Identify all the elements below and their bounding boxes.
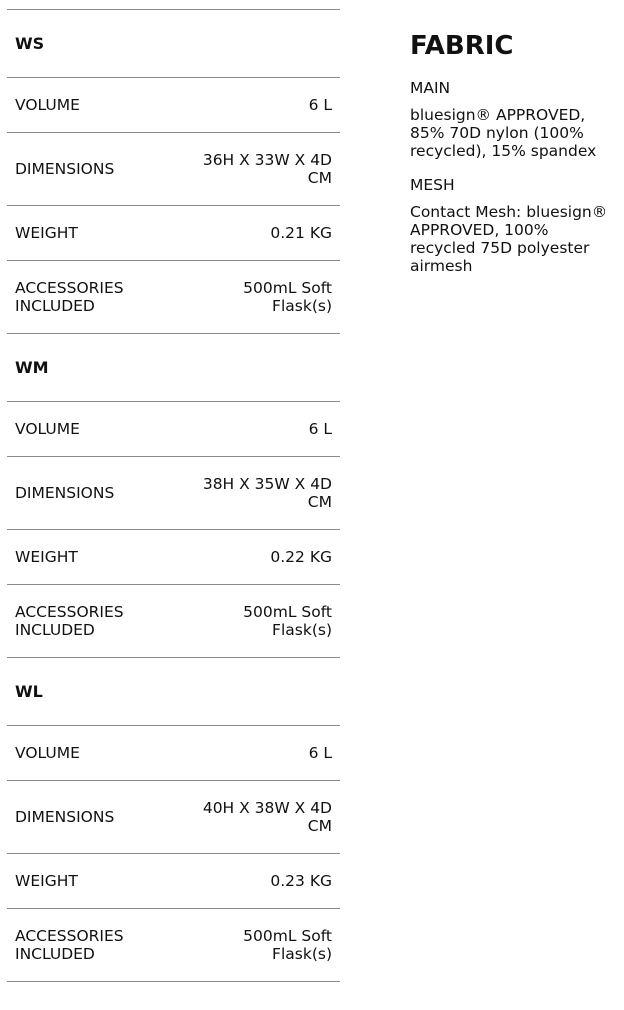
- spec-label: ACCESSORIES INCLUDED: [15, 927, 124, 963]
- spec-row-accessories: [7, 909, 340, 982]
- spec-value: 40H X 38W X 4D CM: [202, 799, 332, 835]
- spec-row-weight: [7, 530, 340, 585]
- fabric-panel: [410, 30, 610, 291]
- spec-value: 6 L: [308, 96, 332, 114]
- spec-value: 36H X 33W X 4D CM: [202, 151, 332, 187]
- spec-value: 38H X 35W X 4D CM: [202, 475, 332, 511]
- spec-row-accessories: [7, 261, 340, 334]
- spec-value: 6 L: [308, 420, 332, 438]
- fabric-main-body: bluesign® APPROVED, 85% 70D nylon (100% recycled), 15% spandex: [410, 106, 597, 160]
- spec-label: ACCESSORIES INCLUDED: [15, 603, 124, 639]
- size-specs-table: [7, 9, 340, 982]
- spec-row-volume: [7, 726, 340, 781]
- spec-row-volume: [7, 402, 340, 457]
- spec-row-dimensions: [7, 781, 340, 854]
- size-heading-wl: WL: [7, 658, 340, 726]
- spec-value: 500mL Soft Flask(s): [243, 279, 332, 315]
- size-heading-wm: WM: [7, 334, 340, 402]
- spec-value: 6 L: [308, 744, 332, 762]
- spec-label: DIMENSIONS: [15, 484, 115, 502]
- spec-label: VOLUME: [15, 420, 80, 438]
- spec-value: 0.21 KG: [270, 224, 332, 242]
- spec-label: WEIGHT: [15, 872, 78, 890]
- size-heading-ws: WS: [7, 10, 340, 78]
- spec-value: 0.22 KG: [270, 548, 332, 566]
- spec-label: ACCESSORIES INCLUDED: [15, 279, 124, 315]
- spec-row-dimensions: [7, 133, 340, 206]
- fabric-main-title: MAIN: [410, 79, 451, 97]
- spec-label: DIMENSIONS: [15, 808, 115, 826]
- spec-label: VOLUME: [15, 96, 80, 114]
- spec-label: WEIGHT: [15, 224, 78, 242]
- spec-row-dimensions: [7, 457, 340, 530]
- spec-value: 0.23 KG: [270, 872, 332, 890]
- spec-row-weight: [7, 854, 340, 909]
- spec-row-volume: [7, 78, 340, 133]
- spec-label: VOLUME: [15, 744, 80, 762]
- spec-row-accessories: [7, 585, 340, 658]
- spec-label: DIMENSIONS: [15, 160, 115, 178]
- spec-value: 500mL Soft Flask(s): [243, 603, 332, 639]
- spec-value: 500mL Soft Flask(s): [243, 927, 332, 963]
- fabric-mesh-body: Contact Mesh: bluesign® APPROVED, 100% recycled 75D polyester airmesh: [410, 203, 608, 275]
- spec-label: WEIGHT: [15, 548, 78, 566]
- fabric-heading: FABRIC: [410, 31, 514, 61]
- spec-row-weight: [7, 206, 340, 261]
- fabric-mesh-title: MESH: [410, 176, 455, 194]
